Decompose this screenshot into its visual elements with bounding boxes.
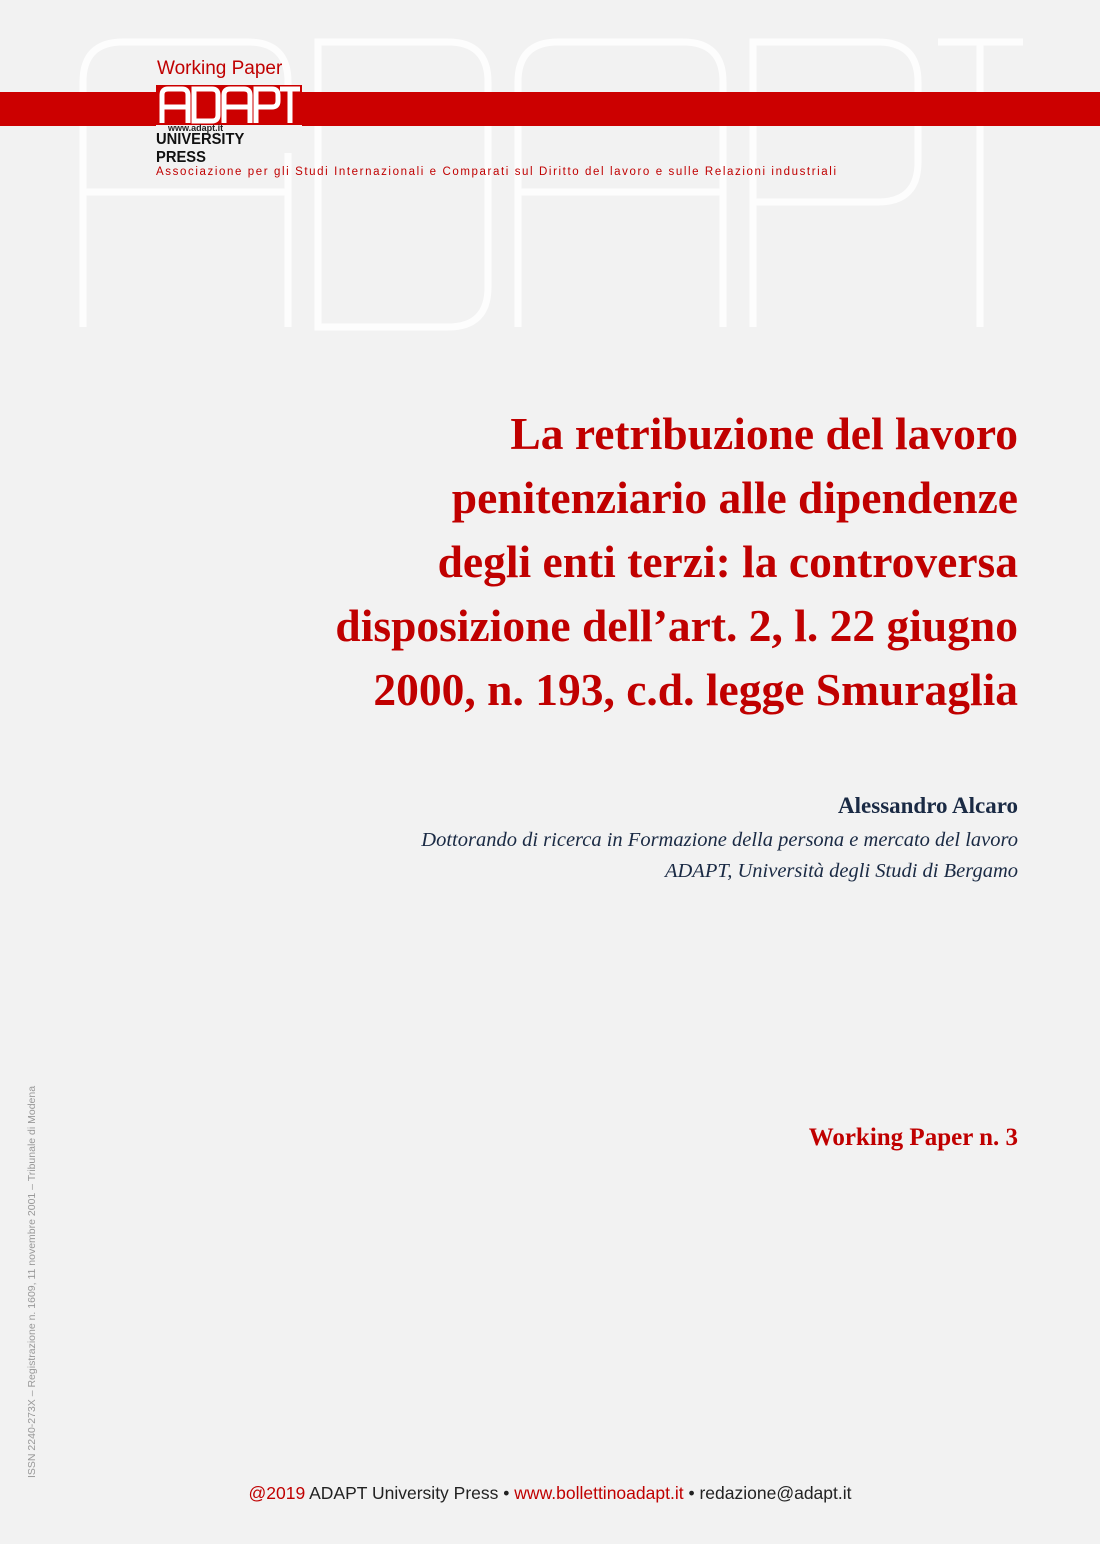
title-line: La retribuzione del lavoro — [510, 408, 1018, 459]
footer-publisher: ADAPT University Press — [309, 1483, 499, 1503]
title-line: degli enti terzi: la controversa — [437, 536, 1018, 587]
working-paper-number: Working Paper n. 3 — [808, 1124, 1018, 1151]
footer-website-link[interactable]: www.bollettinoadapt.it — [514, 1483, 684, 1503]
issn-registration-note: ISSN 2240-273X – Registrazione n. 1609, 11 novembre 2001 – Tribunale di Modena — [26, 1085, 38, 1478]
author-affiliation — [421, 825, 1018, 887]
logo-press-text: UNIVERSITY PRESS — [156, 131, 245, 166]
title-line: disposizione dell’art. 2, l. 22 giugno — [335, 600, 1018, 651]
footer-email-link[interactable]: redazione@adapt.it — [699, 1483, 852, 1503]
paper-title — [118, 402, 1018, 722]
footer-separator: • — [503, 1483, 510, 1503]
working-paper-label: Working Paper — [157, 58, 283, 79]
adapt-logo-mark — [156, 85, 302, 125]
title-line: penitenziario alle dipendenze — [451, 472, 1018, 523]
association-tagline: Associazione per gli Studi Internazionali e Comparati sul Diritto del lavoro e sulle Relazioni industriali — [156, 166, 838, 178]
logo-url: www.adapt.it — [168, 123, 224, 133]
footer-separator: • — [688, 1483, 695, 1503]
footer-copyright: @2019 — [248, 1483, 306, 1503]
affiliation-line: ADAPT, Università degli Studi di Bergamo — [664, 860, 1018, 882]
page-footer — [0, 1483, 1100, 1504]
author-name: Alessandro Alcaro — [838, 793, 1018, 818]
adapt-university-press-logo — [156, 85, 302, 166]
affiliation-line: Dottorando di ricerca in Formazione della persona e mercato del lavoro — [421, 829, 1018, 851]
title-line: 2000, n. 193, c.d. legge Smuraglia — [373, 664, 1018, 715]
